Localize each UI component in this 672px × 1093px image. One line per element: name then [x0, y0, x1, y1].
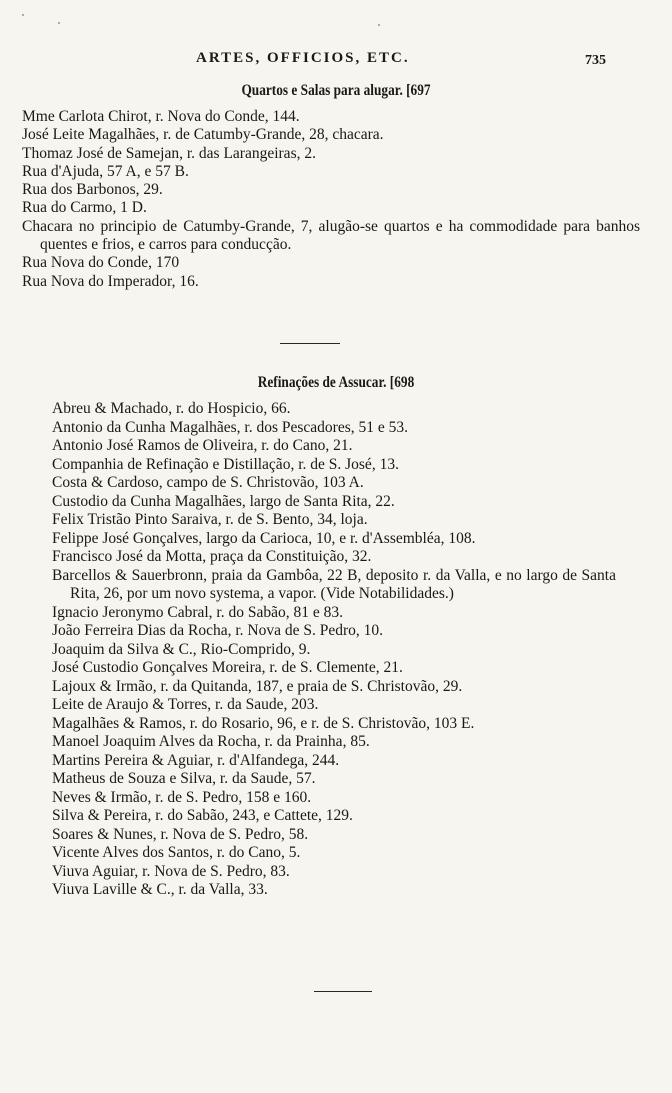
list-item: Silva & Pereira, r. do Sabão, 243, e Cattete, 129. — [52, 807, 353, 824]
list-item: Rua dos Barbonos, 29. — [22, 181, 163, 199]
list-item: Rua d'Ajuda, 57 A, e 57 B. — [22, 162, 189, 180]
running-title: ARTES, OFFICIOS, ETC. — [196, 50, 410, 66]
list-item: Viuva Laville & C., r. da Valla, 33. — [52, 881, 268, 898]
list-item: Ignacio Jeronymo Cabral, r. do Sabão, 81 e 83. — [52, 603, 343, 621]
list-item: Francisco José da Motta, praça da Constituição, 32. — [52, 548, 372, 565]
list-item: Mme Carlota Chirot, r. Nova do Conde, 144. — [22, 108, 300, 125]
list-item: Neves & Irmão, r. de S. Pedro, 158 e 160. — [52, 788, 312, 806]
list-item: Rua Nova do Imperador, 16. — [22, 272, 199, 290]
list-item: Matheus de Souza e Silva, r. da Saude, 57. — [52, 770, 316, 787]
list-item: Custodio da Cunha Magalhães, largo de Santa Rita, 22. — [52, 492, 395, 510]
print-speck — [58, 22, 60, 24]
section-divider — [314, 991, 372, 992]
list-item: Felippe José Gonçalves, largo da Carioca, 10, e r. d'Assembléa, 108. — [52, 529, 476, 547]
list-item: Abreu & Machado, r. do Hospicio, 66. — [52, 400, 291, 417]
list-item: Manoel Joaquim Alves da Rocha, r. da Prainha, 85. — [52, 733, 370, 750]
list-item: Barcellos & Sauerbronn, praia da Gambôa, 22 B, deposito r. da Valla, e no largo de Santa Rita, 26, por um novo systema, a vapor. (Vide Notabilidades.) — [52, 566, 616, 602]
list-item: Soares & Nunes, r. Nova de S. Pedro, 58. — [52, 825, 309, 843]
running-head — [0, 50, 672, 72]
list-item: Antonio José Ramos de Oliveira, r. do Cano, 21. — [52, 437, 353, 454]
print-speck — [22, 14, 24, 16]
list-item: Vicente Alves dos Santos, r. do Cano, 5. — [52, 844, 301, 861]
page-number: 735 — [585, 53, 606, 68]
list-item: Companhia de Refinação e Distillação, r. de S. José, 13. — [52, 455, 399, 473]
section-divider — [280, 343, 340, 344]
entry-list — [22, 108, 640, 291]
list-item: Rua Nova do Conde, 170 — [22, 254, 180, 272]
list-item: Leite de Araujo & Torres, r. da Saude, 203. — [52, 696, 319, 713]
list-item: Rua do Carmo, 1 D. — [22, 199, 147, 217]
list-item: João Ferreira Dias da Rocha, r. Nova de S. Pedro, 10. — [52, 622, 384, 639]
section-refinacoes-de-assucar — [0, 372, 672, 900]
list-item: Viuva Aguiar, r. Nova de S. Pedro, 83. — [52, 862, 290, 880]
entry-list — [52, 400, 616, 900]
list-item: Costa & Cardoso, campo de S. Christovão, 103 A. — [52, 474, 364, 491]
list-item: Magalhães & Ramos, r. do Rosario, 96, e r. de S. Christovão, 103 E. — [52, 714, 475, 732]
print-speck — [378, 24, 380, 26]
section-heading: Quartos e Salas para alugar. [697 — [241, 82, 431, 99]
list-item: Thomaz José de Samejan, r. das Larangeiras, 2. — [22, 144, 316, 162]
section-heading: Refinações de Assucar. [698 — [257, 374, 415, 391]
list-item: Antonio da Cunha Magalhães, r. dos Pescadores, 51 e 53. — [52, 418, 409, 436]
list-item: Lajoux & Irmão, r. da Quitanda, 187, e praia de S. Christovão, 29. — [52, 677, 463, 695]
list-item: Chacara no principio de Catumby-Grande, 7, alugão-se quartos e ha commodidade para banhos quentes e frios, e carros para conducção. — [22, 217, 640, 254]
list-item: Felix Tristão Pinto Saraiva, r. de S. Bento, 34, loja. — [52, 511, 368, 528]
list-item: Joaquim da Silva & C., Rio-Comprido, 9. — [52, 640, 311, 658]
list-item: Martins Pereira & Aguiar, r. d'Alfandega, 244. — [52, 751, 340, 769]
list-item: José Leite Magalhães, r. de Catumby-Grande, 28, chacara. — [22, 126, 384, 144]
list-item: José Custodio Gonçalves Moreira, r. de S. Clemente, 21. — [52, 659, 403, 676]
section-quartos-e-salas — [0, 80, 672, 291]
